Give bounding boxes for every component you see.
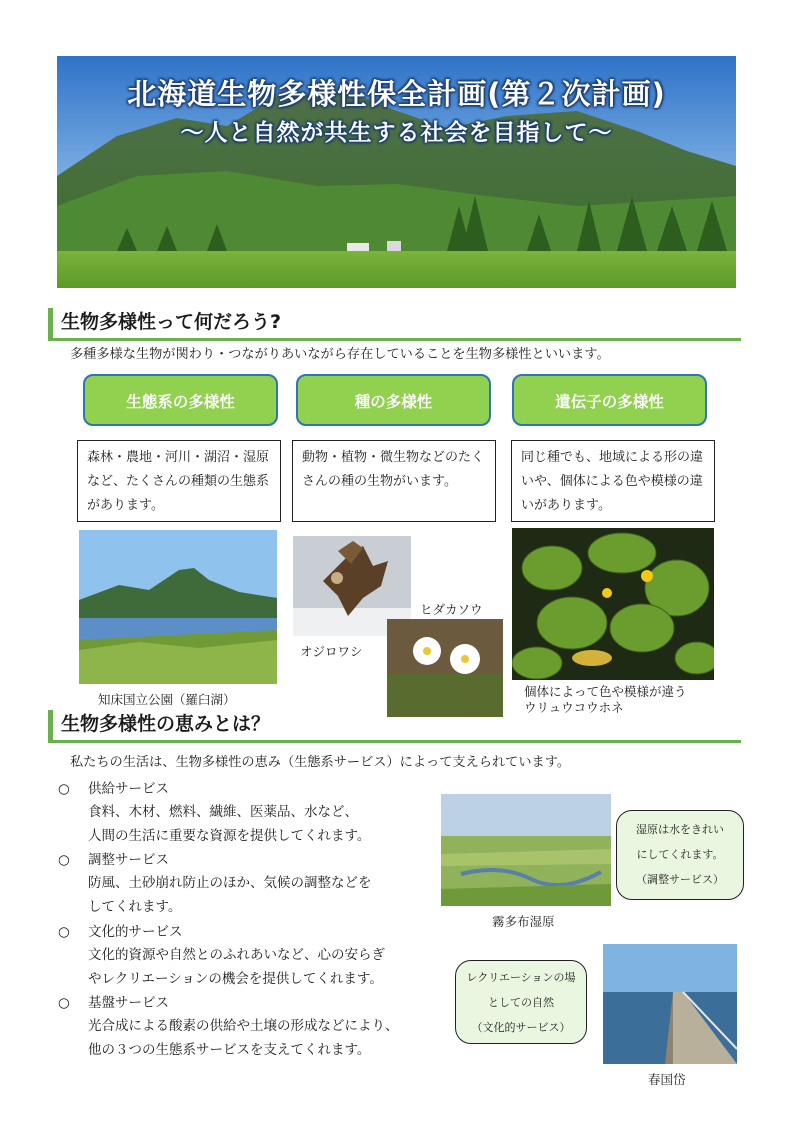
service-title: 調整サービス bbox=[88, 852, 169, 868]
flower-caption: ヒダカソウ bbox=[420, 602, 483, 617]
lily-caption-line1: 個体によって色や模様が違う bbox=[524, 684, 687, 699]
service-provisioning bbox=[58, 778, 458, 848]
bubble-line: としての自然 bbox=[488, 996, 554, 1009]
service-cultural bbox=[58, 921, 458, 991]
circle-marker: ○ bbox=[58, 852, 70, 868]
species-diversity-label: 種の多様性 bbox=[296, 374, 491, 426]
hidakaso-flower-photo bbox=[387, 619, 503, 717]
marsh-caption: 霧多布湿原 bbox=[492, 914, 555, 929]
section-heading-biodiversity: 生物多様性って何だろう? bbox=[48, 308, 741, 341]
shunkunitai-caption: 春国岱 bbox=[648, 1072, 686, 1087]
bubble-line: にしてくれます。 bbox=[636, 848, 724, 861]
bubble-line: （文化的サービス） bbox=[471, 1021, 571, 1034]
genetic-diversity-label: 遺伝子の多様性 bbox=[512, 374, 707, 426]
circle-marker: ○ bbox=[58, 781, 70, 797]
species-diversity-description: 動物・植物・微生物などのたくさんの種の生物がいます。 bbox=[292, 440, 496, 522]
service-title: 基盤サービス bbox=[88, 995, 169, 1011]
page-subtitle: 〜人と自然が共生する社会を目指して〜 bbox=[180, 120, 613, 146]
service-title: 文化的サービス bbox=[88, 924, 183, 940]
marsh-bubble bbox=[616, 810, 744, 900]
bubble-line: レクリエーションの場 bbox=[466, 971, 576, 984]
lake-caption: 知床国立公園（羅臼湖） bbox=[98, 692, 236, 707]
service-line: 食料、木材、燃料、繊維、医薬品、水など、 bbox=[88, 804, 358, 820]
service-line: してくれます。 bbox=[88, 899, 182, 915]
circle-marker: ○ bbox=[58, 995, 70, 1011]
service-line: やレクリエーションの機会を提供してくれます。 bbox=[88, 971, 383, 987]
service-line: 他の３つの生態系サービスを支えてくれます。 bbox=[88, 1042, 371, 1058]
water-lily-photo bbox=[512, 528, 714, 680]
shunkunitai-boardwalk-photo bbox=[603, 944, 737, 1064]
section2-intro: 私たちの生活は、生物多様性の恵み（生態系サービス）によって支えられています。 bbox=[70, 755, 571, 770]
service-title: 供給サービス bbox=[88, 781, 169, 797]
section1-intro: 多種多様な生物が関わり・つながりあいながら存在していることを生物多様性といいます。 bbox=[70, 347, 610, 362]
recreation-bubble bbox=[455, 960, 587, 1044]
service-line: 文化的資源や自然とのふれあいなど、心の安らぎ bbox=[88, 947, 385, 963]
lake-rausu-photo bbox=[79, 530, 277, 684]
service-regulating bbox=[58, 849, 458, 919]
page-title: 北海道生物多様性保全計画(第２次計画) bbox=[127, 77, 666, 111]
section-heading-benefits: 生物多様性の恵みとは？ bbox=[48, 710, 741, 743]
ecosystem-diversity-description: 森林・農地・河川・湖沼・湿原など、たくさんの種類の生態系があります。 bbox=[77, 440, 281, 522]
service-supporting bbox=[58, 992, 458, 1062]
service-line: 人間の生活に重要な資源を提供してくれます。 bbox=[88, 828, 371, 844]
service-line: 光合成による酸素の供給や土壌の形成などにより、 bbox=[88, 1018, 399, 1034]
bubble-line: 湿原は水をきれい bbox=[636, 823, 724, 836]
bubble-line: （調整サービス） bbox=[636, 873, 724, 886]
kiritappu-marsh-photo bbox=[441, 794, 611, 906]
genetic-diversity-description: 同じ種でも、地域による形の違いや、個体による色や模様の違いがあります。 bbox=[511, 440, 715, 522]
ecosystem-diversity-label: 生態系の多様性 bbox=[83, 374, 278, 426]
eagle-caption: オジロワシ bbox=[300, 644, 363, 659]
lily-caption-line2: ウリュウコウホネ bbox=[524, 700, 624, 715]
service-line: 防風、土砂崩れ防止のほか、気候の調整などを bbox=[88, 875, 372, 891]
circle-marker: ○ bbox=[58, 924, 70, 940]
